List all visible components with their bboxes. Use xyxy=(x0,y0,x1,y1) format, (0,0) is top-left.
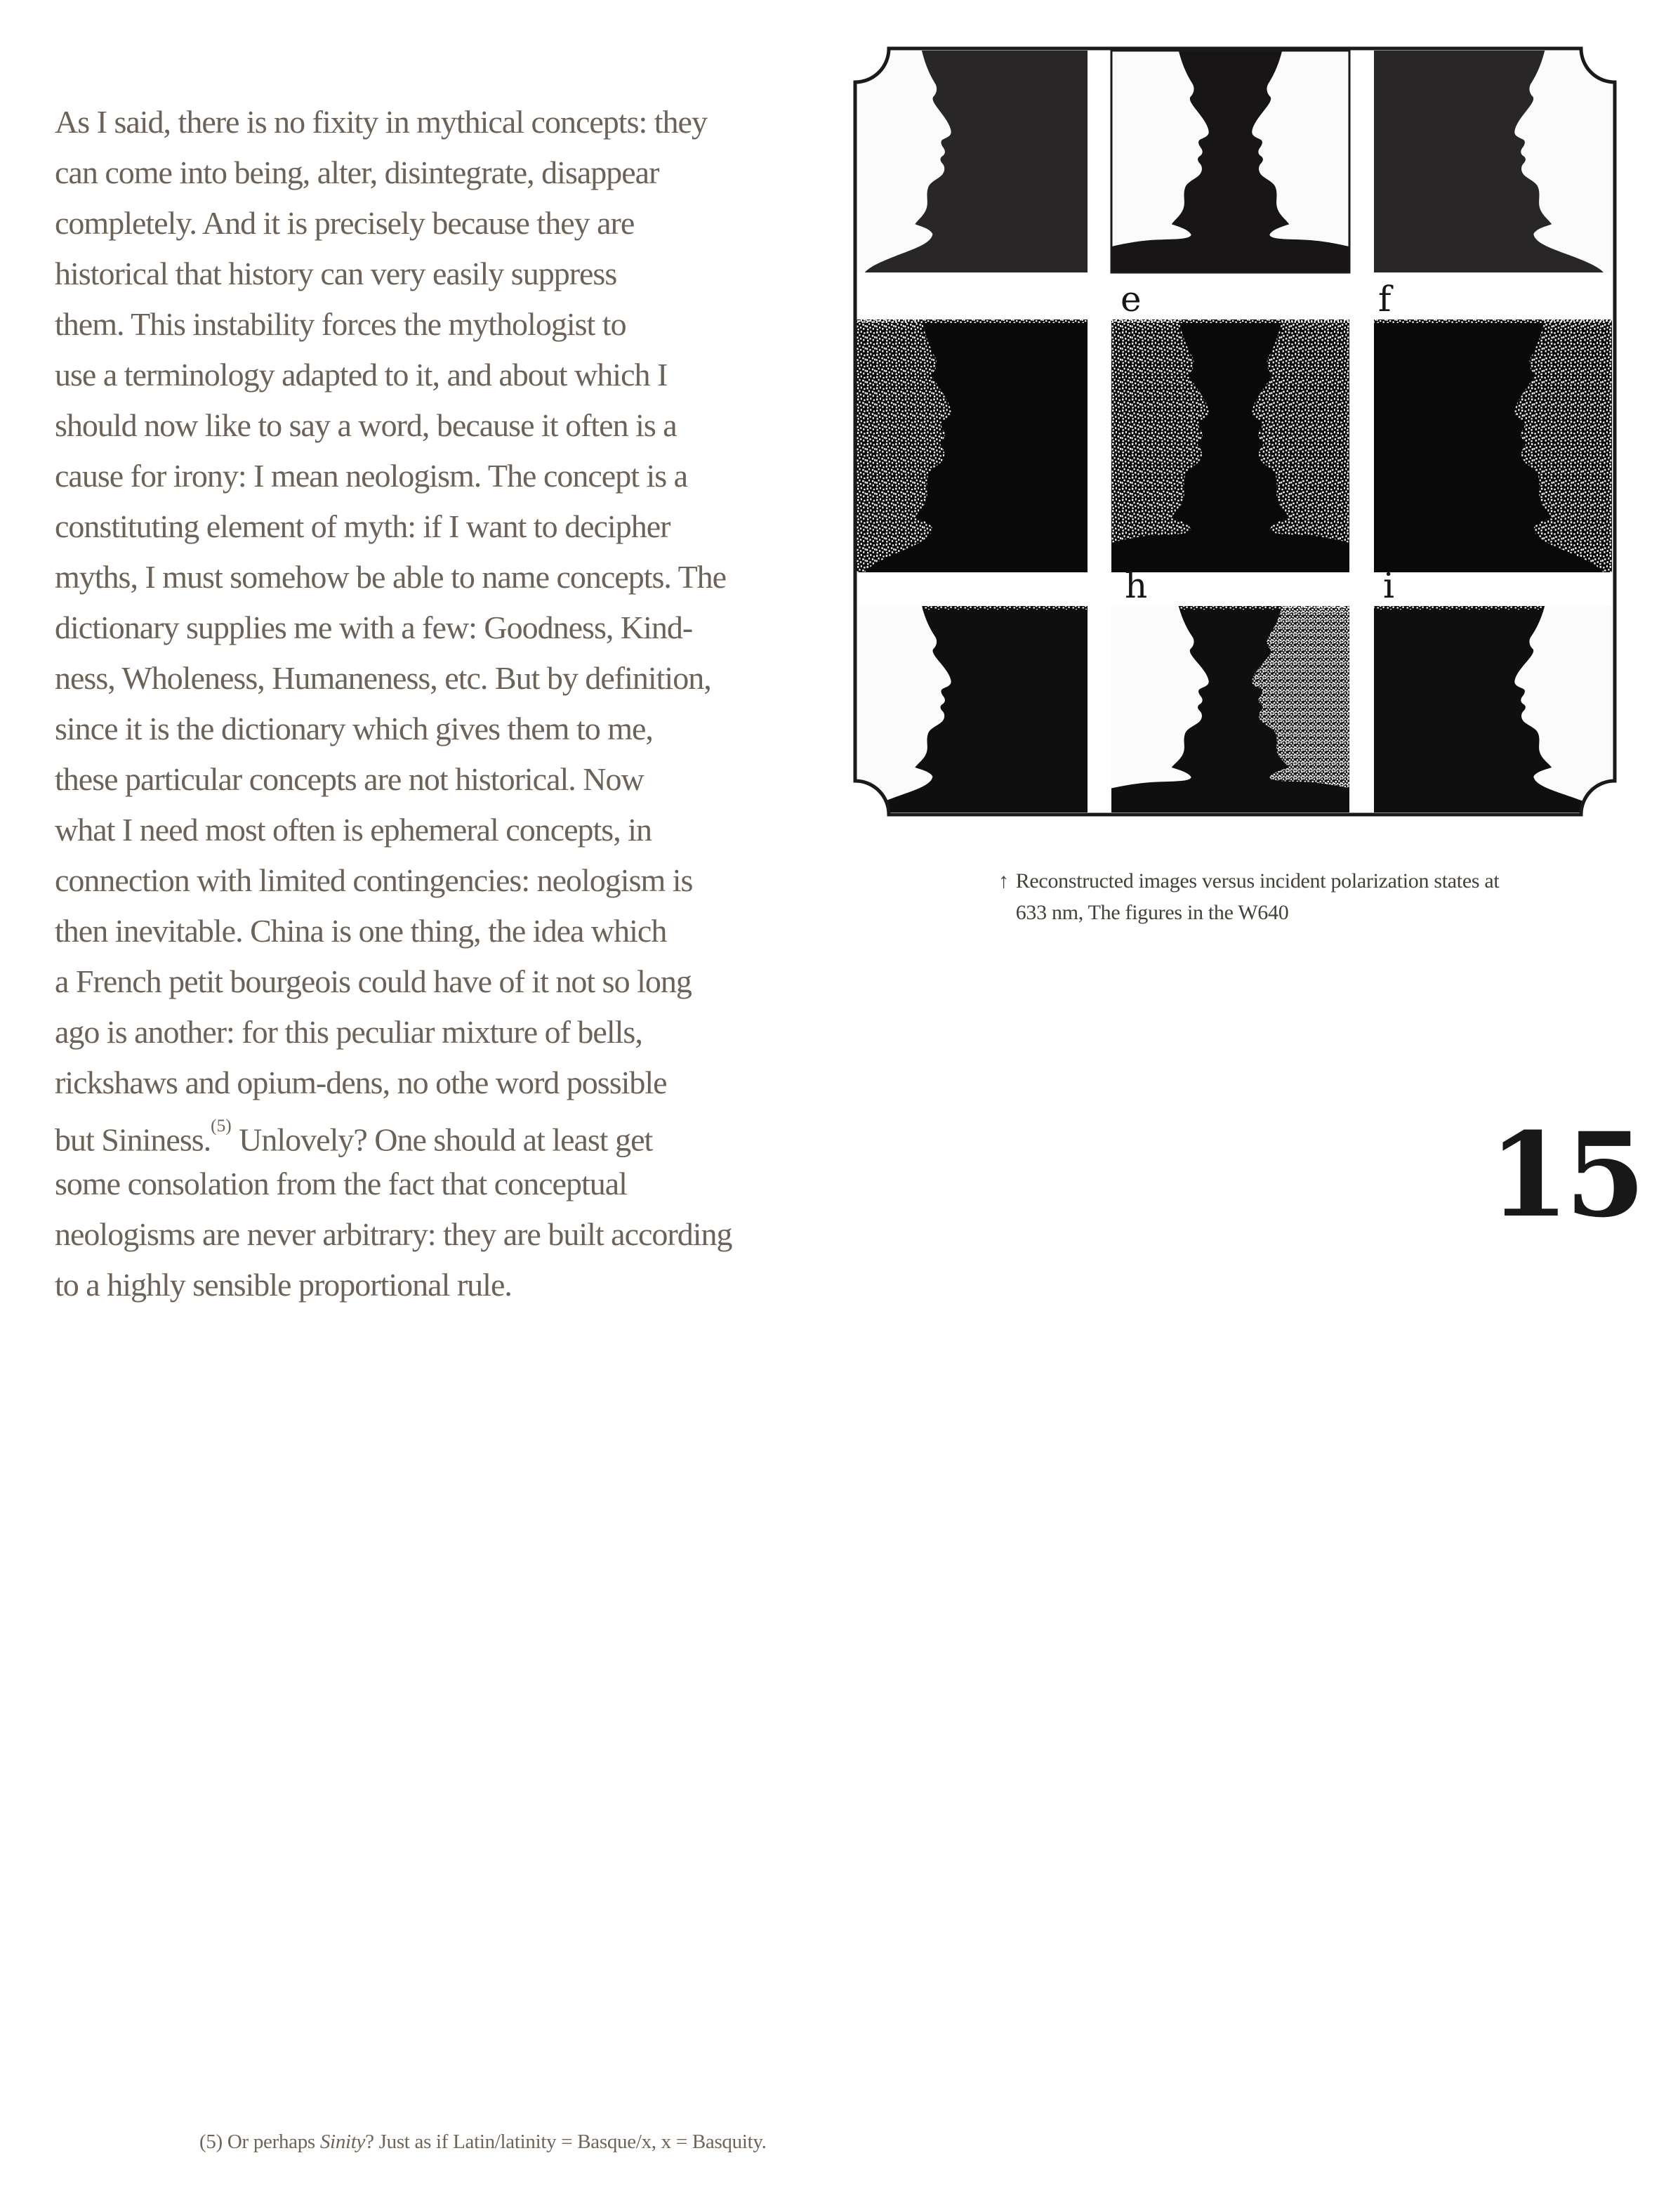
footnote-ref: (5) xyxy=(211,1115,232,1135)
body-line-with-footnote-ref xyxy=(55,1108,855,1159)
body-line: a French petit bourgeois could have of it not so long xyxy=(55,963,692,999)
figure-grid xyxy=(853,46,1617,817)
body-line: since it is the dictionary which gives them to me, xyxy=(55,711,653,746)
figure-panel xyxy=(1374,606,1612,812)
body-line: ness, Wholeness, Humaneness, etc. But by definition, xyxy=(55,660,711,696)
footnote xyxy=(199,2131,767,2154)
body-line: then inevitable. China is one thing, the idea which xyxy=(55,913,667,949)
body-line: completely. And it is precisely because they are xyxy=(55,205,635,241)
body-lines-a xyxy=(55,97,855,1108)
subfigure-label-e: e xyxy=(1121,279,1142,320)
figure-caption-line1: Reconstructed images versus incident polarization states at xyxy=(1015,869,1500,893)
figure-panel xyxy=(857,51,1088,272)
body-line: these particular concepts are not historical. Now xyxy=(55,761,644,797)
figure-caption-text xyxy=(1016,865,1500,928)
body-line: constituting element of myth: if I want to decipher xyxy=(55,508,670,544)
body-line: rickshaws and opium-dens, no othe word possible xyxy=(55,1065,667,1100)
footnote-pre: (5) Or perhaps xyxy=(199,2131,320,2153)
footnote-italic-term: Sinity xyxy=(319,2131,366,2153)
subfigure-label-h: h xyxy=(1125,565,1148,606)
body-lines-b xyxy=(55,1159,855,1310)
subfigure-label-f: f xyxy=(1378,279,1392,320)
body-line: As I said, there is no fixity in mythical concepts: they xyxy=(55,104,707,140)
body-line-pre: but Sininess. xyxy=(55,1121,211,1158)
body-line: cause for irony: I mean neologism. The concept is a xyxy=(55,458,688,494)
body-line: historical that history can very easily suppress xyxy=(55,256,617,291)
body-line: to a highly sensible proportional rule. xyxy=(55,1267,512,1303)
body-line: can come into being, alter, disintegrate, disappear xyxy=(55,154,659,190)
figure-caption xyxy=(998,865,1532,928)
body-line-post: Unlovely? One should at least get xyxy=(231,1121,653,1158)
figure-panel xyxy=(1374,51,1612,272)
figure-panel xyxy=(1111,320,1349,572)
body-line: should now like to say a word, because it often is a xyxy=(55,407,677,443)
up-arrow-icon: ↑ xyxy=(998,869,1009,893)
body-line: dictionary supplies me with a few: Goodness, Kind- xyxy=(55,610,693,645)
subfigure-label-i: i xyxy=(1383,565,1394,606)
body-line: connection with limited contingencies: neologism is xyxy=(55,862,693,898)
figure-panel xyxy=(857,320,1088,572)
body-line: them. This instability forces the mythologist to xyxy=(55,306,626,342)
page-number: 15 xyxy=(1488,1107,1641,1243)
figure-panel xyxy=(1111,606,1349,812)
figure-caption-line2: 633 nm, The figures in the W640 xyxy=(1015,901,1289,924)
figure-panel xyxy=(1374,320,1612,572)
body-line: some consolation from the fact that conceptual xyxy=(55,1166,627,1202)
body-line: ago is another: for this peculiar mixture of bells, xyxy=(55,1014,642,1050)
body-line: myths, I must somehow be able to name concepts. The xyxy=(55,559,727,595)
body-paragraph xyxy=(55,97,855,1310)
figure-panel xyxy=(1111,51,1349,272)
body-line: neologisms are never arbitrary: they are built according xyxy=(55,1216,732,1252)
body-line: what I need most often is ephemeral concepts, in xyxy=(55,812,652,848)
body-line: use a terminology adapted to it, and about which I xyxy=(55,357,668,393)
footnote-post: ? Just as if Latin/latinity = Basque/x, x = Basquity. xyxy=(365,2131,767,2153)
figure-panel xyxy=(857,606,1088,812)
